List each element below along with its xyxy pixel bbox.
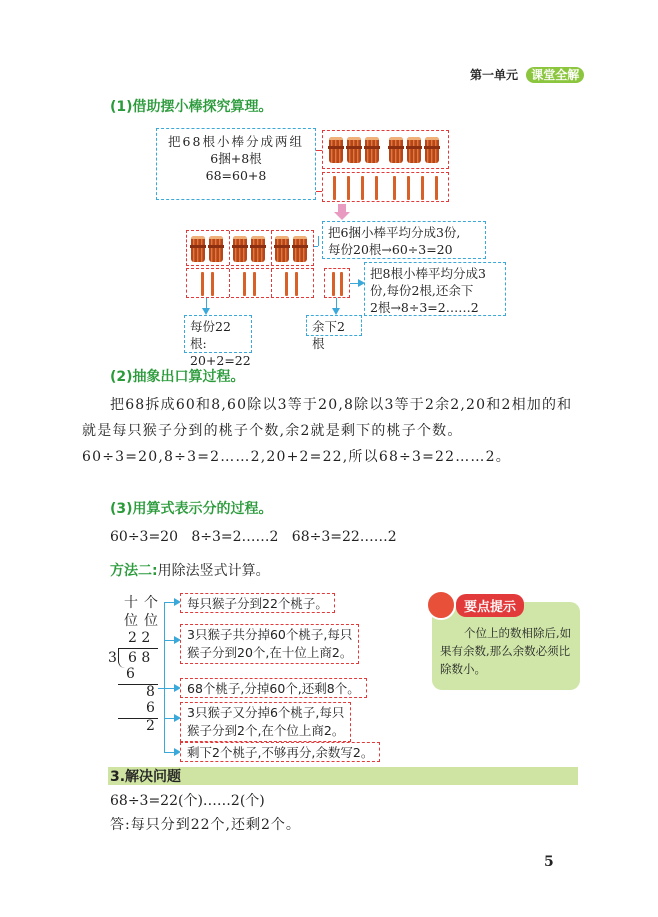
divide-sticks-line1: 把8根小棒平均分成3 — [370, 266, 486, 281]
section3-title: (3)用算式表示分的过程。 — [110, 501, 273, 517]
solve-title: 3.解决问题 — [110, 769, 182, 785]
header — [470, 66, 584, 83]
bundle-icon — [407, 137, 421, 163]
unit-label: 第一单元 — [470, 68, 519, 82]
method2-label: 方法二: — [110, 563, 158, 579]
bundle-groups-box — [186, 230, 314, 266]
stick-icon — [435, 176, 438, 200]
place-ten: 十 — [124, 595, 138, 611]
split-line1: 把68根小棒分成两组 — [168, 134, 304, 149]
note5-text: 剩下2个桃子,不够再分,余数写2。 — [187, 745, 374, 760]
stick-icon — [333, 176, 336, 200]
stick-icon — [421, 176, 424, 200]
stick-icon — [201, 272, 204, 296]
note-ones — [180, 702, 351, 742]
note2-line2: 猴子分到20个,在十位上商2。 — [187, 645, 353, 660]
stick-icon — [285, 272, 288, 296]
page-number: 5 — [544, 854, 554, 870]
bundle-icon — [251, 236, 265, 262]
divide-sticks-line3: 2根→8÷3=2……2 — [370, 300, 479, 315]
step1-value: 6 — [126, 666, 135, 682]
bundle-icon — [347, 137, 361, 163]
bundle-icon — [233, 236, 247, 262]
note4-line2: 猴子分到2个,在个位上商2。 — [187, 723, 345, 738]
bundle-icon — [365, 137, 379, 163]
note3-text: 68个桃子,分掉60个,还剩8个。 — [187, 681, 360, 696]
division-bracket — [118, 648, 125, 668]
quotient: 2 2 — [128, 630, 151, 646]
each-share-line1: 每份22根: — [190, 319, 231, 351]
remainder-sticks-box — [324, 268, 350, 298]
bundle-icon — [329, 137, 343, 163]
stick-icon — [340, 272, 343, 296]
section3-formulas: 60÷3=20 8÷3=2……2 68÷3=22……2 — [110, 529, 397, 545]
split-line2: 6捆+8根 — [210, 151, 262, 166]
divide-sticks-box — [364, 262, 506, 316]
note4-line1: 3只猴子又分掉6个桃子,每只 — [187, 705, 345, 720]
stick-icon — [295, 272, 298, 296]
note2-line1: 3只猴子共分掉60个桃子,每只 — [187, 627, 353, 642]
tip-title: 要点提示 — [456, 594, 524, 617]
place-one-wei: 位 — [144, 613, 158, 629]
divisor: 3 — [108, 650, 117, 666]
series-label: 课堂全解 — [526, 67, 584, 83]
note-quotient — [180, 593, 335, 613]
place-ten-wei: 位 — [124, 613, 138, 629]
bundle-icon — [293, 236, 307, 262]
down-arrow-icon — [338, 204, 346, 212]
divide-bundles-box — [322, 221, 486, 259]
note-remaining — [180, 678, 367, 698]
bundles-box — [322, 130, 449, 169]
bundle-icon — [389, 137, 403, 163]
method2-line — [110, 558, 270, 584]
solve-answer: 答:每只分到22个,还剩2个。 — [110, 817, 301, 833]
stick-icon — [361, 176, 364, 200]
stick-icon — [393, 176, 396, 200]
bundle-icon — [275, 236, 289, 262]
tip-text: 个位上的数相除后,如果有余数,那么余数必须比除数小。 — [440, 626, 572, 676]
section1-title: (1)借助摆小棒探究算理。 — [110, 99, 273, 115]
stick-icon — [332, 272, 335, 296]
each-share-box — [184, 315, 252, 368]
section2-title: (2)抽象出口算过程。 — [110, 369, 245, 385]
divide-sticks-line2: 份,每份2根,还余下 — [370, 283, 474, 298]
step3-value: 6 — [146, 700, 155, 716]
stick-groups-box — [186, 268, 314, 298]
place-one: 个 — [144, 595, 158, 611]
step4-value: 2 — [146, 718, 155, 734]
note-tens — [180, 624, 359, 664]
down-arrow-head — [334, 212, 350, 220]
bundle-icon — [191, 236, 205, 262]
stick-icon — [253, 272, 256, 296]
sticks-box — [322, 172, 449, 202]
remainder-box — [306, 315, 362, 351]
stick-icon — [407, 176, 410, 200]
tip-mascot-icon — [426, 590, 456, 620]
bundle-icon — [209, 236, 223, 262]
note1-text: 每只猴子分到22个桃子。 — [187, 596, 328, 611]
bundle-icon — [425, 137, 439, 163]
stick-icon — [243, 272, 246, 296]
each-share-line2: 20+2=22 — [190, 353, 251, 368]
step2-value: 8 — [146, 684, 155, 700]
note-remainder — [180, 742, 380, 762]
stick-icon — [375, 176, 378, 200]
split-68-box — [156, 128, 316, 200]
divide-bundles-line1: 把6捆小棒平均分成3份, — [328, 225, 461, 240]
stick-icon — [211, 272, 214, 296]
solve-equation: 68÷3=22(个)……2(个) — [110, 793, 265, 809]
section2-paragraph: 把68拆成60和8,60除以3等于20,8除以3等于2余2,20和2相加的和就是每只猴子分到的桃子个数,余2就是剩下的桃子个数。60÷3=20,8÷3=2……2,20+2=22,所以68÷3=22……2。 — [82, 397, 573, 465]
stick-icon — [347, 176, 350, 200]
remainder-text: 余下2根 — [312, 319, 345, 351]
divide-bundles-line2: 每份20根→60÷3=20 — [328, 242, 453, 257]
arrow-down-icon — [332, 308, 340, 315]
method2-text: 用除法竖式计算。 — [157, 563, 270, 579]
tip-box — [432, 602, 580, 690]
arrow-down-icon — [202, 308, 210, 315]
split-line3: 68=60+8 — [205, 168, 267, 183]
dividend: 6 8 — [128, 650, 151, 666]
